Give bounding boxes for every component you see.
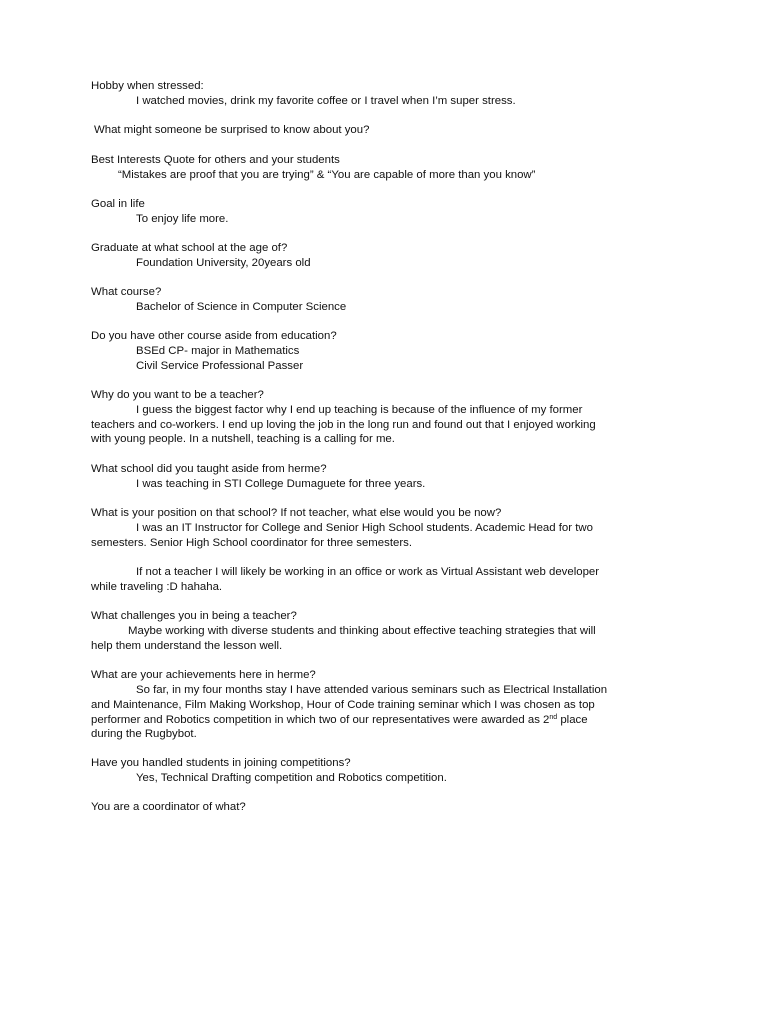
answer: I was an IT Instructor for College and Senior High School students. Academic Head for two: [136, 522, 593, 534]
question: What course?: [91, 286, 162, 298]
question: Graduate at what school at the age of?: [91, 242, 288, 254]
answer: “Mistakes are proof that you are trying” & “You are capable of more than you know”: [118, 169, 536, 181]
answer: So far, in my four months stay I have attended various seminars such as Electrical Installation: [136, 684, 608, 696]
answer: Maybe working with diverse students and thinking about effective teaching strategies that will: [128, 625, 596, 637]
question: Have you handled students in joining competitions?: [91, 757, 351, 769]
question: You are a coordinator of what?: [91, 801, 246, 813]
question: What are your achievements here in herme?: [91, 669, 316, 681]
answer: while traveling :D hahaha.: [91, 581, 223, 593]
answer: teachers and co-workers. I end up loving the job in the long run and found out that I enjoyed working: [91, 419, 596, 431]
answer: If not a teacher I will likely be working in an office or work as Virtual Assistant web developer: [136, 566, 600, 578]
answer: and Maintenance, Film Making Workshop, Hour of Code training seminar which I was chosen as top: [91, 699, 595, 711]
answer: help them understand the lesson well.: [91, 640, 283, 652]
question: What school did you taught aside from herme?: [91, 463, 327, 475]
answer: To enjoy life more.: [136, 213, 229, 225]
answer: BSEd CP- major in Mathematics: [136, 345, 300, 357]
answer: I guess the biggest factor why I end up teaching is because of the influence of my former: [136, 404, 583, 416]
answer: performer and Robotics competition in which two of our representatives were awarded as 2nd place: [91, 714, 588, 726]
question: Do you have other course aside from education?: [91, 330, 337, 342]
answer: I was teaching in STI College Dumaguete for three years.: [136, 478, 426, 490]
answer: I watched movies, drink my favorite coffee or I travel when I’m super stress.: [136, 95, 516, 107]
answer: Civil Service Professional Passer: [136, 360, 304, 372]
answer: with young people. In a nutshell, teaching is a calling for me.: [91, 433, 395, 445]
question: What challenges you in being a teacher?: [91, 610, 297, 622]
answer: Bachelor of Science in Computer Science: [136, 301, 347, 313]
question: What is your position on that school? If not teacher, what else would you be now?: [91, 507, 502, 519]
question: What might someone be surprised to know about you?: [94, 124, 370, 136]
question: Goal in life: [91, 198, 145, 210]
question: Hobby when stressed:: [91, 80, 204, 92]
answer: during the Rugbybot.: [91, 728, 197, 740]
answer: Yes, Technical Drafting competition and Robotics competition.: [136, 772, 447, 784]
answer: Foundation University, 20years old: [136, 257, 311, 269]
question: Why do you want to be a teacher?: [91, 389, 264, 401]
superscript: nd: [549, 714, 558, 721]
question: Best Interests Quote for others and your students: [91, 154, 340, 166]
answer: semesters. Senior High School coordinator for three semesters.: [91, 537, 412, 549]
